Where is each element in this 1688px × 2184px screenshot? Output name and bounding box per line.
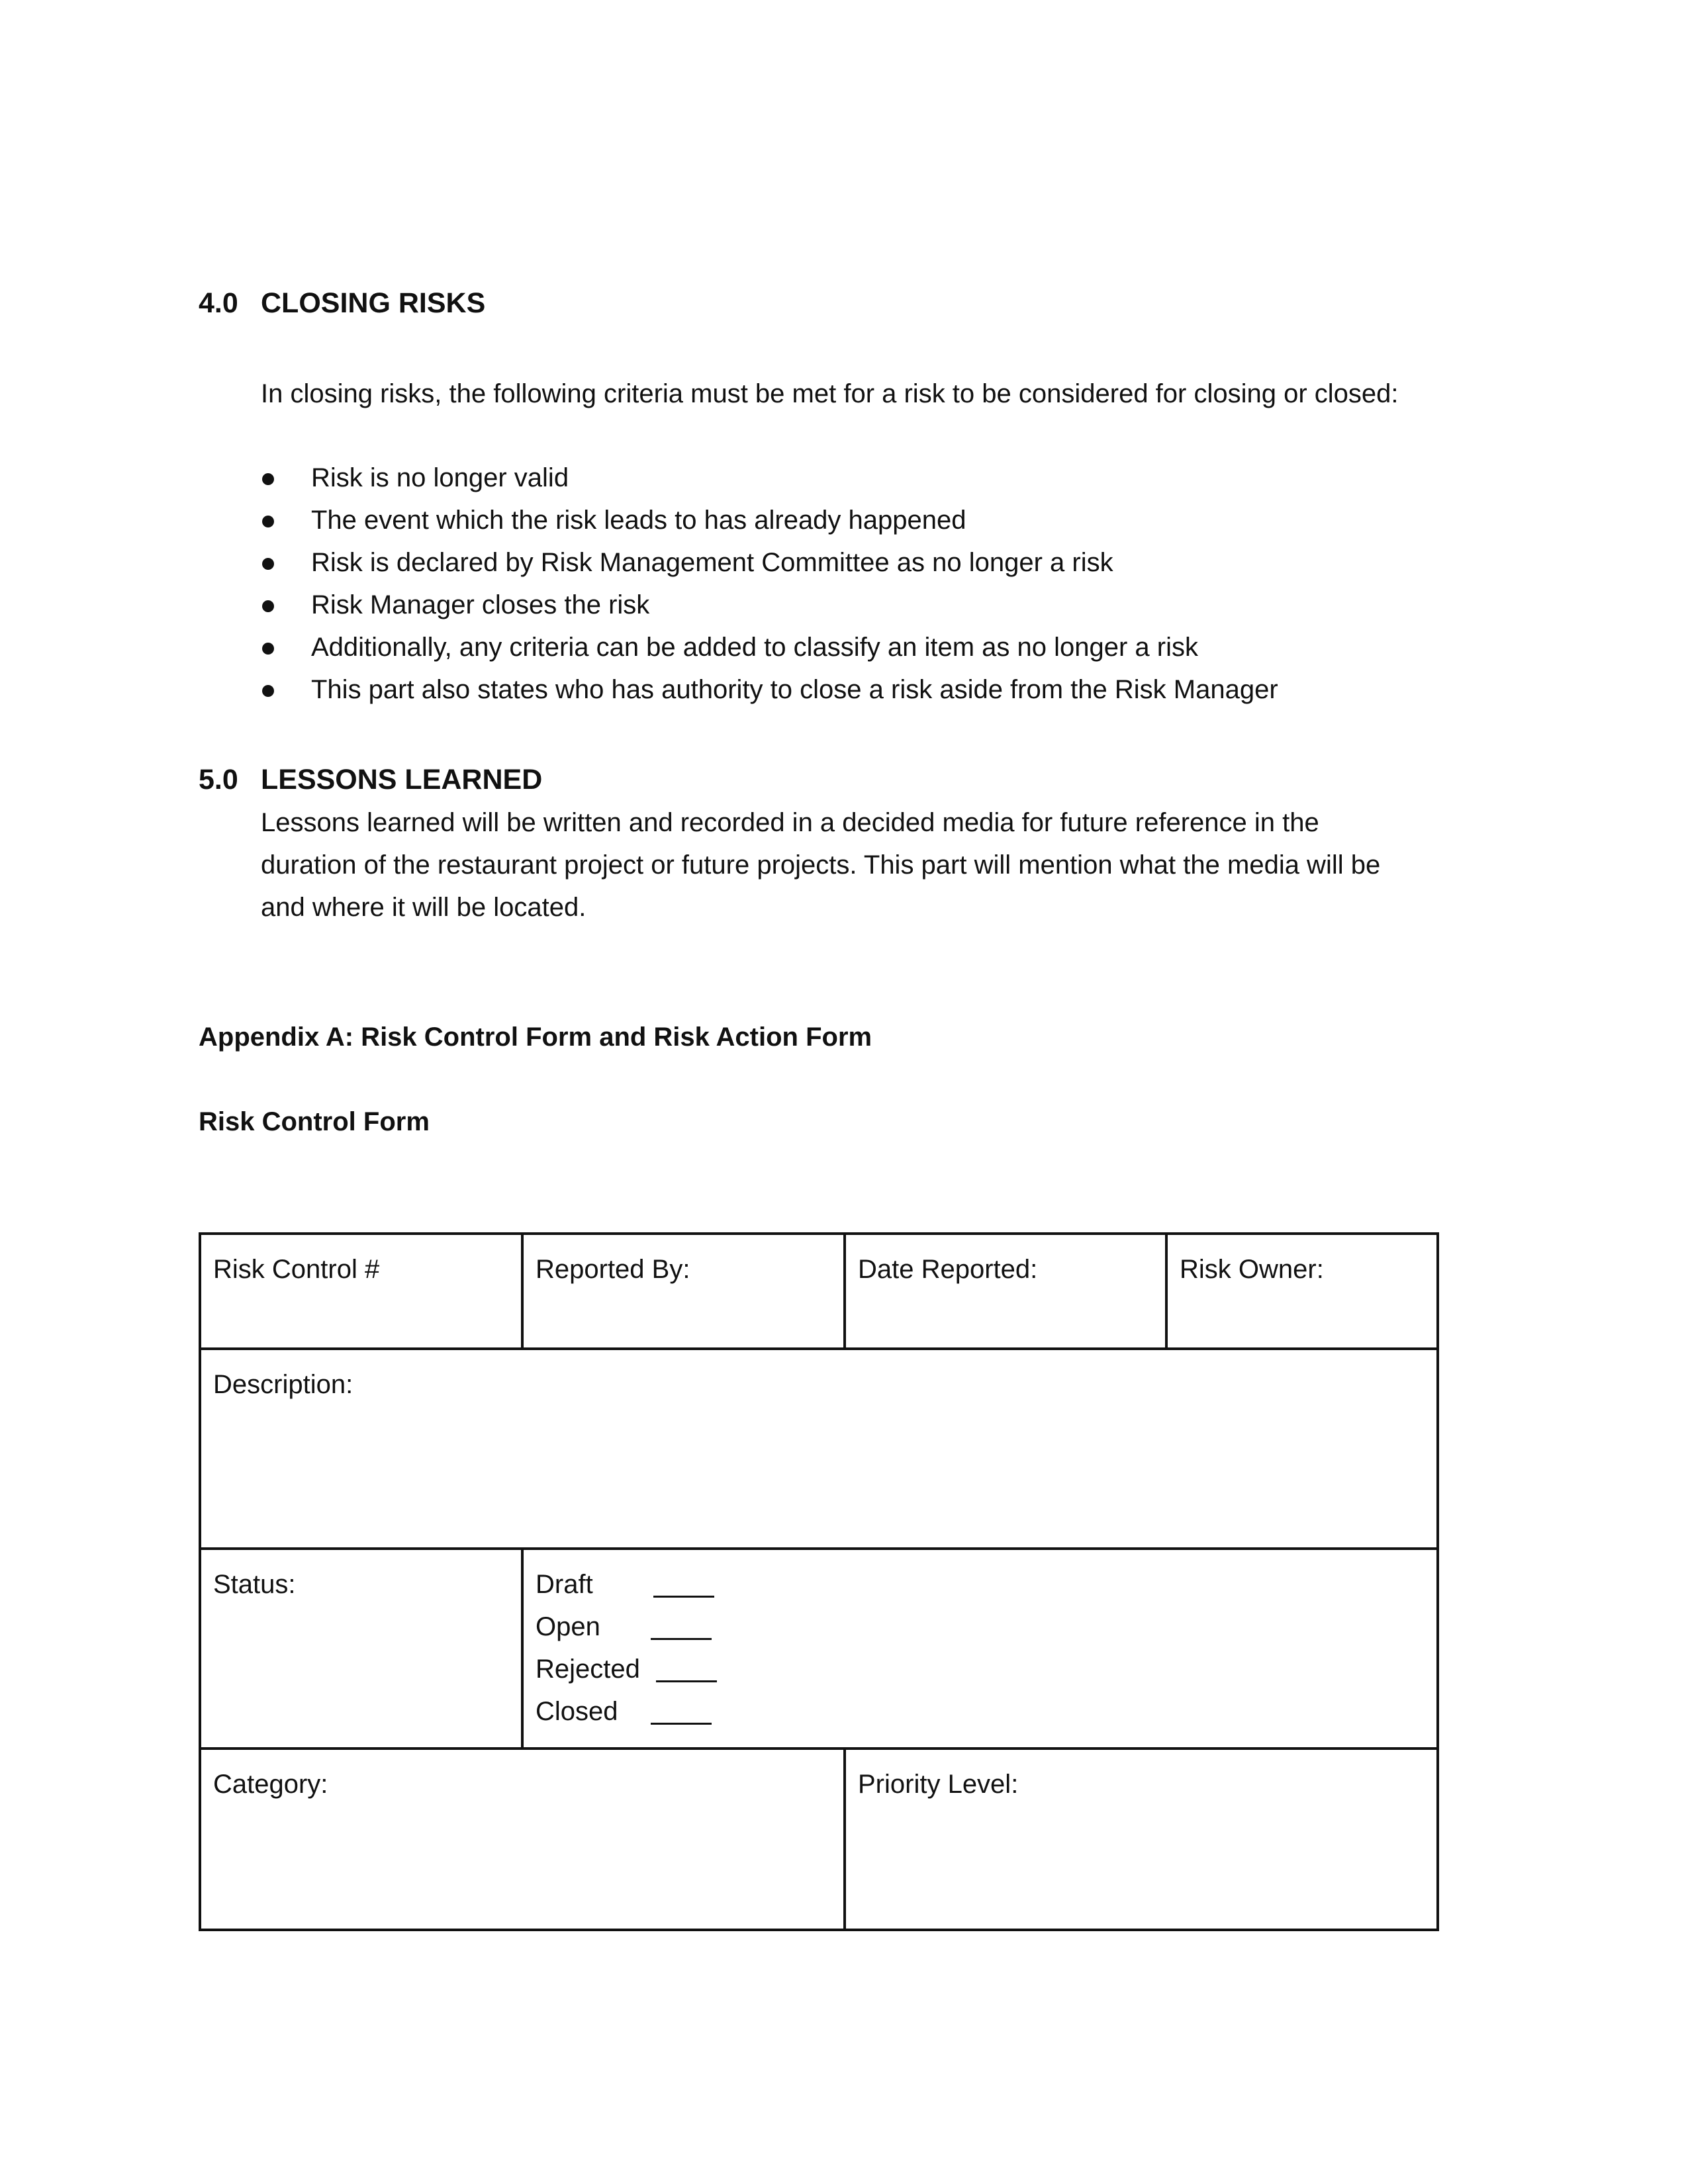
status-option-open: Open	[536, 1612, 600, 1641]
form-divider	[843, 1747, 846, 1931]
section-heading-lessons-learned	[199, 766, 542, 794]
status-blank-open[interactable]	[651, 1638, 712, 1640]
bullet-icon	[262, 685, 274, 697]
section-heading-closing-risks	[199, 289, 485, 318]
bullet-icon	[262, 516, 274, 527]
closing-risks-intro: In closing risks, the following criteria must be met for a risk to be considered for closing or closed:	[261, 379, 1399, 408]
form-divider	[521, 1235, 524, 1349]
section-number: 4.0	[199, 287, 238, 319]
bullet-icon	[262, 473, 274, 485]
bullet-icon	[262, 558, 274, 570]
risk-owner-label: Risk Owner:	[1180, 1255, 1324, 1284]
status-option-draft: Draft	[536, 1570, 593, 1599]
list-item: Additionally, any criteria can be added to classify an item as no longer a risk	[261, 626, 1278, 668]
lessons-learned-line-2: duration of the restaurant project or future projects. This part will mention what the media will be	[261, 850, 1381, 880]
reported-by-label: Reported By:	[536, 1255, 690, 1284]
description-label: Description:	[213, 1370, 353, 1399]
risk-control-form	[199, 1232, 1439, 1931]
category-label: Category:	[213, 1770, 328, 1799]
section-title: CLOSING RISKS	[261, 287, 486, 319]
list-item: This part also states who has authority to close a risk aside from the Risk Manager	[261, 668, 1278, 711]
section-number: 5.0	[199, 764, 238, 796]
priority-level-label: Priority Level:	[858, 1770, 1019, 1799]
list-item: Risk is declared by Risk Management Committee as no longer a risk	[261, 541, 1278, 584]
list-item: The event which the risk leads to has already happened	[261, 499, 1278, 541]
risk-control-number-label: Risk Control #	[213, 1255, 380, 1284]
form-divider	[201, 1347, 1436, 1350]
section-title: LESSONS LEARNED	[261, 764, 543, 796]
date-reported-label: Date Reported:	[858, 1255, 1038, 1284]
status-blank-draft[interactable]	[653, 1596, 714, 1598]
bullet-icon	[262, 643, 274, 655]
form-divider	[201, 1747, 1436, 1750]
list-item: Risk is no longer valid	[261, 457, 1278, 499]
form-divider	[1165, 1235, 1168, 1349]
list-item: Risk Manager closes the risk	[261, 584, 1278, 626]
form-divider	[521, 1547, 524, 1749]
lessons-learned-line-1: Lessons learned will be written and recorded in a decided media for future reference in the	[261, 808, 1319, 837]
appendix-title: Appendix A: Risk Control Form and Risk Action Form	[199, 1023, 872, 1052]
form-divider	[843, 1235, 846, 1349]
status-label: Status:	[213, 1570, 296, 1599]
status-blank-closed[interactable]	[651, 1723, 712, 1725]
status-option-closed: Closed	[536, 1697, 618, 1726]
status-option-rejected: Rejected	[536, 1655, 640, 1684]
closing-criteria-list	[261, 457, 1278, 711]
status-blank-rejected[interactable]	[656, 1680, 717, 1682]
lessons-learned-line-3: and where it will be located.	[261, 893, 586, 922]
form-title: Risk Control Form	[199, 1107, 430, 1136]
form-divider	[201, 1547, 1436, 1550]
bullet-icon	[262, 600, 274, 612]
